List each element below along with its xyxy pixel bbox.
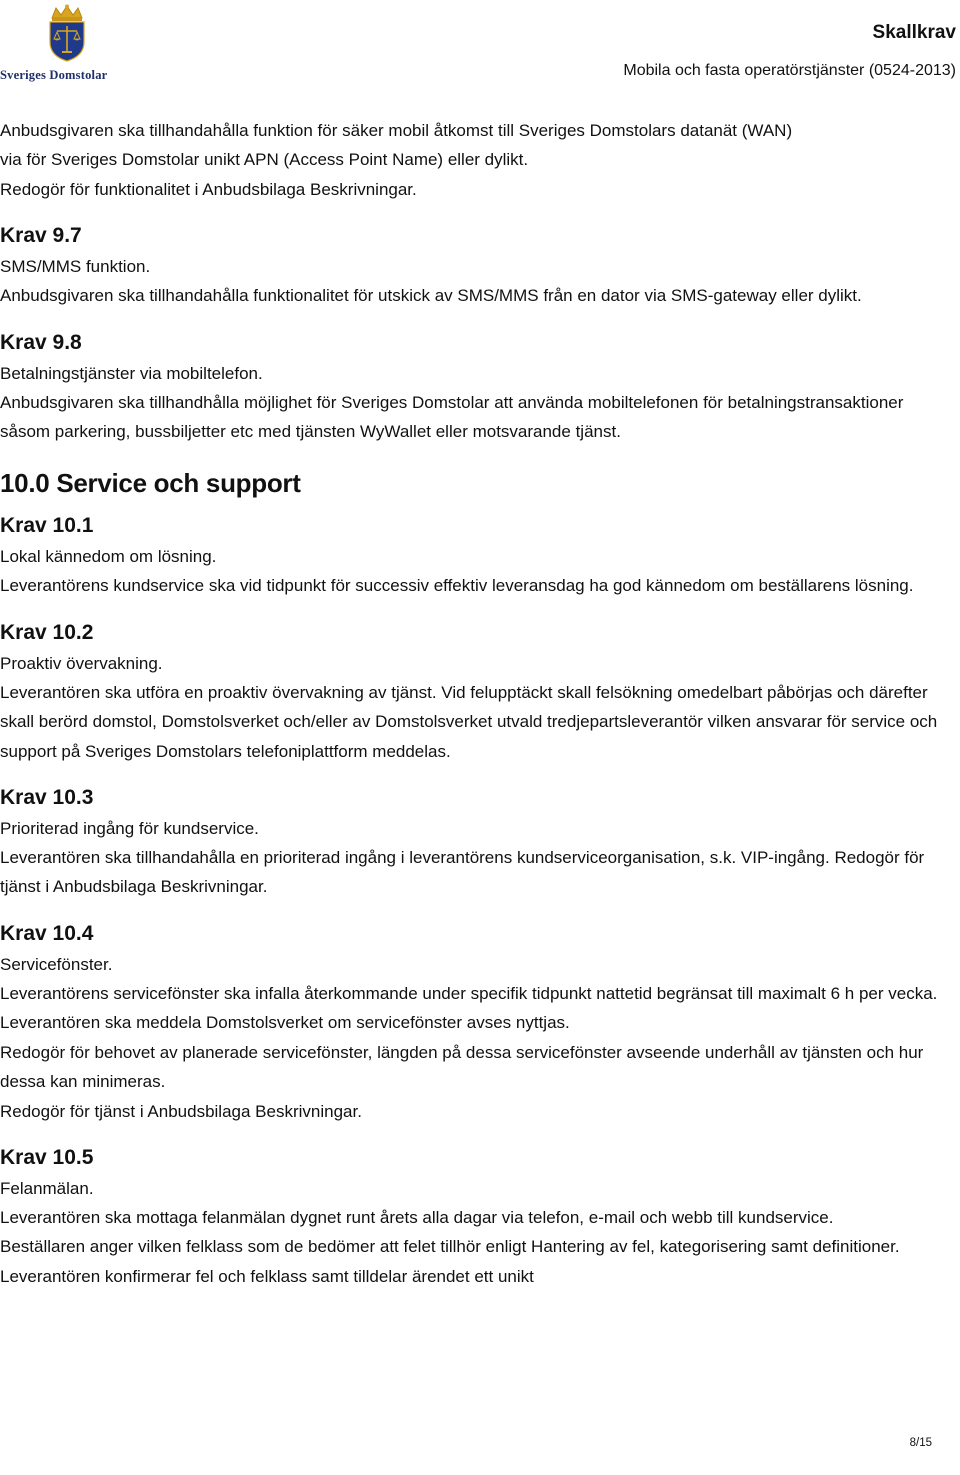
krav-10-2-body: Leverantören ska utföra en proaktiv övervakning av tjänst. Vid felupptäckt skall felsökning omedelbart påbörjas och därefter skall berörd domstol, Domstolsverket och/eller av Domstolsverket utvald tredjepartsleverantör vilken ansvarar för service och support på Sveriges Domstolars telefoniplattform meddelas.: [0, 682, 938, 761]
krav-10-4-body-2: Redogör för behovet av planerade servicefönster, längden på dessa servicefönster avseende underhåll av tjänsten och hur dessa kan minimeras.: [0, 1042, 924, 1092]
krav-10-1-subtitle: Lokal kännedom om lösning.: [0, 547, 217, 567]
krav-9-7-body: Anbudsgivaren ska tillhandahålla funktionalitet för utskick av SMS/MMS från en dator via SMS-gateway eller dylikt.: [0, 286, 862, 306]
krav-10-4-heading: Krav 10.4: [0, 921, 94, 945]
krav-9-7-heading: Krav 9.7: [0, 224, 82, 248]
krav-10-1-body: Leverantörens kundservice ska vid tidpunkt för successiv effektiv leveransdag ha god kännedom om beställarens lösning.: [0, 576, 914, 596]
krav-10-3-heading: Krav 10.3: [0, 786, 94, 810]
krav-9-8-body: Anbudsgivaren ska tillhandhålla möjlighet för Sveriges Domstolar att använda mobiltelefonen för betalningstransaktioner såsom parkering, bussbiljetter etc med tjänsten WyWallet eller motsvarande tjänst.: [0, 392, 904, 442]
document-title: Skallkrav: [872, 22, 956, 43]
krav-10-3-subtitle: Prioriterad ingång för kundservice.: [0, 819, 259, 839]
krav-10-5-body: Leverantören ska mottaga felanmälan dygnet runt årets alla dagar via telefon, e-mail och webb till kundservice. Beställaren anger vilken felklass som de bedömer att felet tillhör enligt Hantering av fel, kategorisering samt definitioner. Leverantören konfirmerar fel och felklass samt tilldelar ärendet ett unikt: [0, 1207, 900, 1286]
krav-9-7-subtitle: SMS/MMS funktion.: [0, 257, 151, 277]
krav-10-4-body: Leverantörens servicefönster ska infalla återkommande under specifik tidpunkt nattetid begränsat till maximalt 6 h per vecka. Leverantören ska meddela Domstolsverket om servicefönster avses nyttjas.: [0, 983, 938, 1033]
krav-10-5-subtitle: Felanmälan.: [0, 1178, 94, 1198]
intro-line-1: Anbudsgivaren ska tillhandahålla funktion för säker mobil åtkomst till Sveriges Domstolars datanät (WAN): [0, 121, 793, 140]
krav-10-3-body: Leverantören ska tillhandahålla en prioriterad ingång i leverantörens kundserviceorganisation, s.k. VIP-ingång. Redogör för tjänst i Anbudsbilaga Beskrivningar.: [0, 848, 925, 897]
krav-10-4-body-3: Redogör för tjänst i Anbudsbilaga Beskrivningar.: [0, 1101, 362, 1121]
krav-10-4-subtitle: Servicefönster.: [0, 954, 113, 974]
logo-text: Sveriges Domstolar: [0, 68, 108, 82]
document-subtitle: Mobila och fasta operatörstjänster (0524-2013): [623, 62, 956, 79]
krav-10-2-subtitle: Proaktiv övervakning.: [0, 653, 163, 673]
krav-10-1-heading: Krav 10.1: [0, 514, 94, 538]
document-body: [0, 116, 955, 1291]
page-header: [0, 0, 960, 100]
intro-line-2: via för Sveriges Domstolar unikt APN (Access Point Name) eller dylikt.: [0, 150, 529, 170]
intro-line-3: Redogör för funktionalitet i Anbudsbilaga Beskrivningar.: [0, 179, 417, 199]
sveriges-domstolar-logo: [0, 4, 135, 84]
page-number: 8/15: [909, 1437, 932, 1449]
krav-9-8-subtitle: Betalningstjänster via mobiltelefon.: [0, 363, 263, 383]
krav-10-2-heading: Krav 10.2: [0, 620, 94, 644]
crown-shield-icon: [44, 4, 90, 62]
krav-10-5-heading: Krav 10.5: [0, 1145, 94, 1169]
krav-9-8-heading: Krav 9.8: [0, 330, 82, 354]
section-10-heading: 10.0 Service och support: [0, 468, 301, 499]
